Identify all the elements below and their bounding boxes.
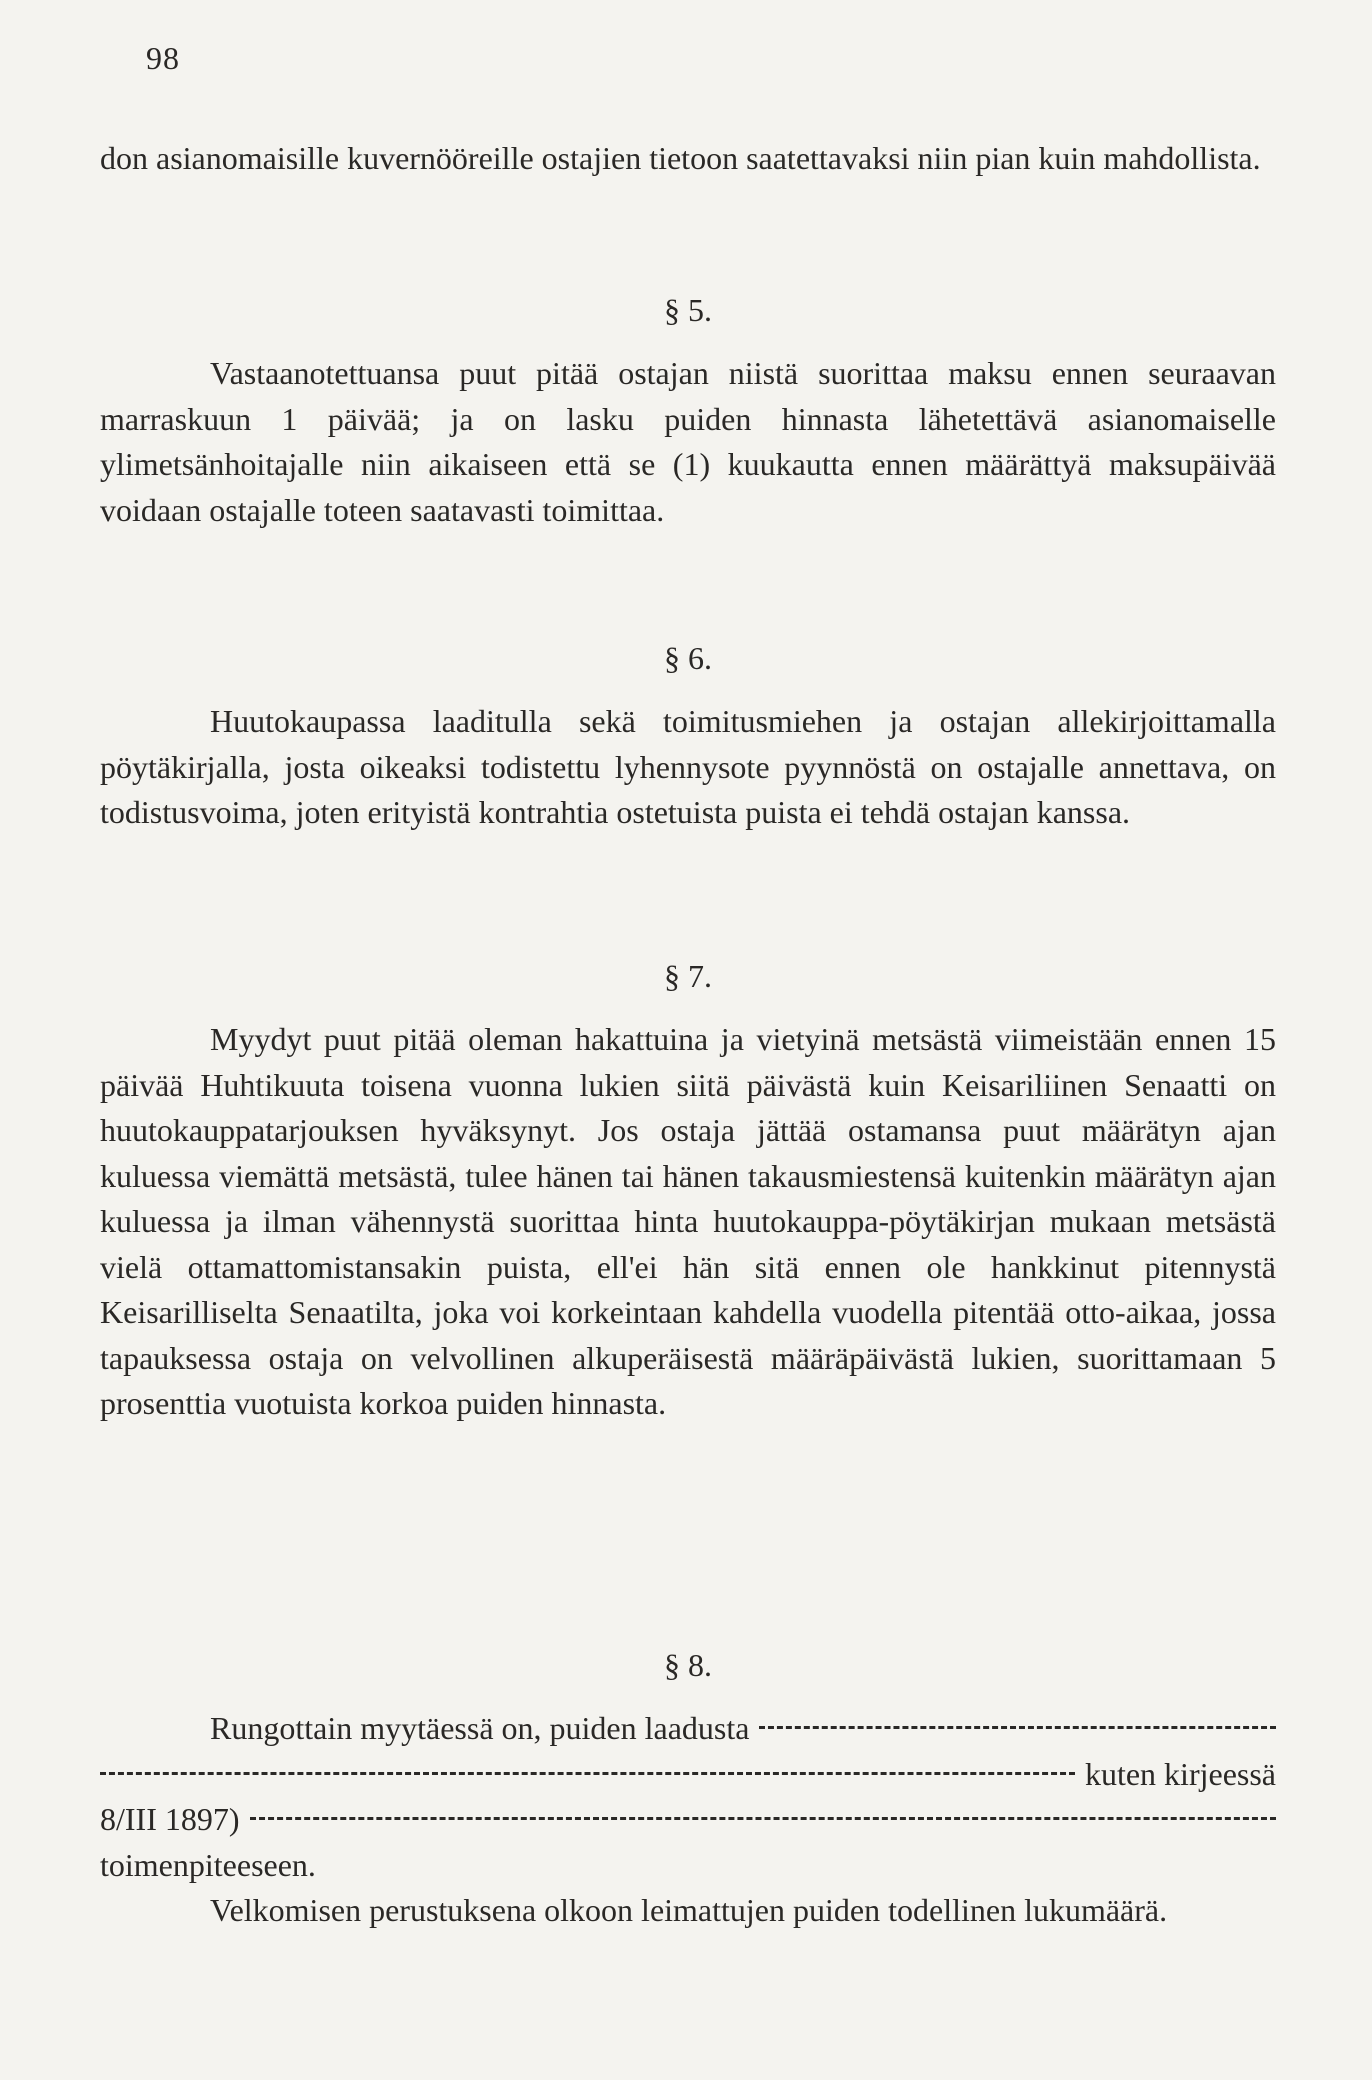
section-heading: § 5. [664, 292, 712, 328]
omission-dashes [759, 1726, 1276, 1729]
section-paragraph: Vastaanotettuansa puut pitää ostajan niistä suorittaa maksu ennen seuraavan marraskuun 1 päivää; ja on lasku puiden hinnasta lähetettävä asianomaiselle ylimetsänhoitajalle niin aikaiseen että se (1) kuukautta ennen määrättyä maksupäivää voidaan ostajalle toteen saatavasti toimittaa. [100, 355, 1276, 528]
section-heading: § 7. [664, 958, 712, 994]
section-line-text: 8/III 1897) [100, 1801, 240, 1837]
section-7 [100, 954, 1276, 1427]
section-line-text: kuten kirjeessä [1084, 1755, 1276, 1792]
section-line [100, 1797, 1276, 1843]
section-line-text: Rungottain myytäessä on, puiden laadusta [210, 1710, 750, 1746]
section-line [100, 1752, 1276, 1798]
section-heading: § 8. [664, 1647, 712, 1683]
section-paragraph: Velkomisen perustuksena olkoon leimattujen puiden todellinen lukumäärä. [210, 1892, 1168, 1928]
section-line [100, 1706, 1276, 1752]
section-paragraph: Huutokaupassa laaditulla sekä toimitusmiehen ja ostajan allekirjoittamalla pöytäkirjalla, josta oikeaksi todistettu lyhennysote pyynnöstä on ostajalle annettava, on todistusvoima, joten erityistä kontrahtia ostetuista puista ei tehdä ostajan kanssa. [100, 703, 1276, 830]
omission-dashes [100, 1772, 1075, 1775]
section-line: toimenpiteeseen. [100, 1846, 316, 1883]
page-number: 98 [146, 40, 180, 76]
section-5 [100, 288, 1276, 533]
section-heading: § 6. [664, 640, 712, 676]
omission-dashes [250, 1817, 1276, 1820]
intro-paragraph: don asianomaisille kuvernööreille ostajien tietoon saatettavaksi niin pian kuin mahdollista. [100, 140, 1261, 176]
section-8 [100, 1643, 1276, 1934]
section-paragraph: Myydyt puut pitää oleman hakattuina ja vietyinä metsästä viimeistään ennen 15 päivää Huhtikuuta toisena vuonna lukien siitä päivästä kuin Keisariliinen Senaatti on huutokauppatarjouksen hyväksynyt. Jos ostaja jättää ostamansa puut määrätyn ajan kuluessa viemättä metsästä, tulee hänen tai hänen takausmiestensä kuitenkin määrätyn ajan kuluessa ja ilman vähennystä suorittaa hinta huutokauppa-pöytäkirjan mukaan metsästä vielä ottamattomistansakin puista, ell'ei hän sitä ennen ole hankkinut pitennystä Keisarilliselta Senaatilta, joka voi korkeintaan kahdella vuodella pitentää otto-aikaa, jossa tapauksessa ostaja on velvollinen alkuperäisestä määräpäivästä lukien, suorittamaan 5 prosenttia vuotuista korkoa puiden hinnasta. [100, 1021, 1276, 1421]
section-6 [100, 636, 1276, 836]
